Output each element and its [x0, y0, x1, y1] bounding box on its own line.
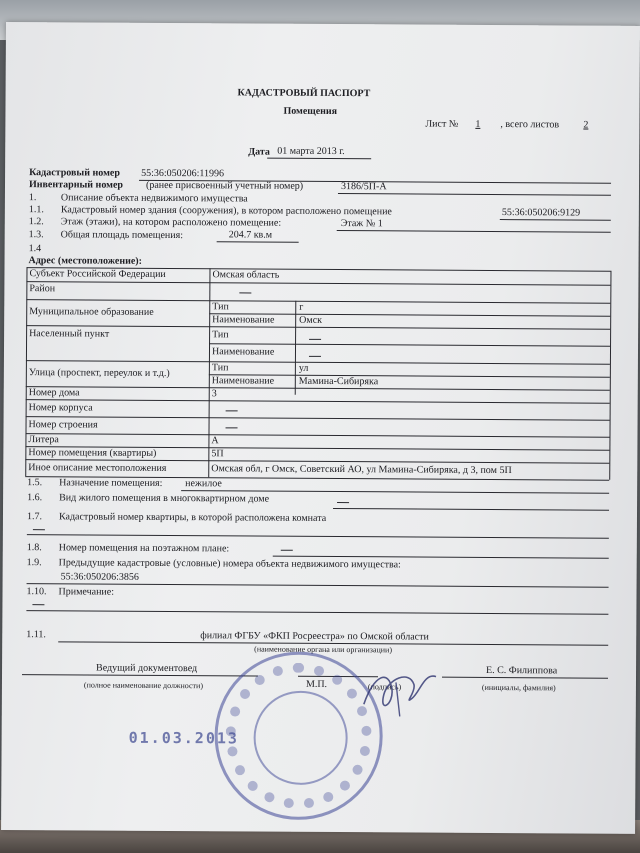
cell-label: Наименование [211, 346, 275, 358]
cell-label: Населенный пункт [29, 328, 110, 340]
signer-position: Ведущий документовед [96, 662, 198, 675]
rule [25, 433, 609, 438]
rule [26, 281, 610, 286]
cell-label: Тип [211, 362, 229, 374]
item-number: 1.1. [28, 204, 44, 216]
cell-label: Наименование [211, 375, 275, 387]
rule [333, 508, 609, 511]
cell-value: Омская область [212, 269, 280, 281]
cell-label: Номер дома [28, 387, 80, 399]
cell-value: г [299, 301, 304, 313]
name-caption: (инициалы, фамилия) [481, 682, 556, 693]
cell-label: Номер помещения (квартиры) [28, 447, 157, 459]
item-number: 1.6. [27, 492, 43, 504]
cell-value: Омск [299, 314, 323, 326]
item-label: Кадастровый номер здания (сооружения), в котором расположено помещение [60, 204, 392, 218]
rule [338, 193, 611, 196]
area-value: 204.7 кв.м [228, 229, 273, 241]
empty-dash [226, 410, 238, 411]
signature-caption: (подпись) [367, 682, 402, 692]
rule [26, 610, 608, 615]
item-label: Назначение помещения: [59, 477, 163, 489]
cell-label: Номер корпуса [28, 402, 93, 414]
item-number: 1.11. [26, 629, 46, 641]
cell-label: Номер строения [28, 419, 98, 431]
item-number: 1.8. [26, 542, 42, 554]
item-number: 1.9. [26, 557, 42, 569]
item-number: 1.2. [28, 216, 44, 228]
cad-number-label: Кадастровый номер [29, 167, 120, 179]
cell-label: Улица (проспект, переулок и т.д.) [28, 367, 170, 380]
empty-dash [337, 502, 349, 503]
document-page [1, 22, 640, 834]
inv-number-value: 3186/5П-А [340, 181, 387, 193]
empty-dash [226, 427, 238, 428]
rule [26, 360, 610, 365]
empty-dash [309, 356, 321, 357]
organization-caption: (наименование органа или организации) [254, 644, 393, 655]
cad-number-value: 55:36:050206:11996 [141, 167, 225, 180]
doc-subtitle: Помещения [283, 105, 338, 118]
floor-value: Этаж № 1 [340, 218, 383, 230]
cell-label: Субъект Российской Федерации [29, 268, 166, 280]
empty-dash [32, 604, 44, 605]
date-value: 01 марта 2013 г. [277, 145, 345, 158]
empty-dash [33, 529, 45, 530]
item-label: Предыдущие кадастровые (условные) номера объекта недвижимого имущества: [58, 557, 401, 571]
cell-value: ул [298, 362, 309, 374]
doc-title: КАДАСТРОВЫЙ ПАСПОРТ [237, 87, 371, 100]
rule [26, 416, 610, 421]
signer-name: Е. С. Филиппова [486, 664, 558, 677]
cell-value: 3 [211, 388, 217, 400]
item-label: Описание объекта недвижимого имущества [60, 192, 248, 205]
rule [26, 299, 610, 304]
inv-number-label: Инвентарный номер [28, 179, 123, 191]
empty-dash [281, 550, 293, 551]
sheet-label: Лист № [425, 118, 459, 130]
rule [217, 241, 299, 243]
empty-dash [309, 339, 321, 340]
rule [500, 219, 611, 221]
item-number: 1.7. [26, 511, 43, 523]
handwritten-signature [354, 664, 444, 725]
empty-dash [239, 292, 251, 293]
item-number: 1.3. [28, 229, 44, 241]
cell-value: Омская обл, г Омск, Советский АО, ул Мамина-Сибиряка, д 3, пом 5П [211, 463, 512, 477]
item-label: Этаж (этажи), на котором расположено помещение: [60, 216, 282, 229]
cell-label: Наименование [212, 314, 275, 326]
date-stamp: 01.03.2013 [128, 728, 239, 748]
position-caption: (полное наименование должности) [83, 680, 204, 691]
item-label: Номер помещения на поэтажном плане: [58, 542, 230, 555]
cell-label: Район [29, 283, 56, 295]
rule [295, 301, 297, 395]
address-label: Адрес (местоположение): [28, 255, 143, 267]
date-label: Дата [248, 146, 270, 158]
rule [22, 674, 258, 676]
cell-value: Мамина-Сибиряка [298, 375, 379, 388]
cell-value: А [211, 435, 219, 447]
sheet-number: 1 [475, 118, 481, 130]
cell-label: Иное описание местоположения [28, 462, 167, 474]
organization-name: филиал ФГБУ «ФКП Росреестра» по Омской области [200, 630, 429, 643]
rule [27, 534, 609, 539]
inv-number-note: (ранее присвоенный учетный номер) [145, 179, 304, 192]
date-underline [267, 158, 371, 160]
item-label: Вид жилого помещения в многоквартирном доме [59, 492, 270, 505]
building-cad-number: 55:36:050206:9129 [501, 207, 581, 219]
rule [26, 399, 610, 404]
cell-label: Тип [212, 329, 229, 341]
item-number: 1.5. [27, 477, 43, 489]
item-label: Кадастровый номер квартиры, в которой расположена комната [58, 511, 327, 524]
rule [337, 230, 611, 233]
item-number: 1.10. [26, 586, 47, 598]
item-number: 1.4 [28, 243, 42, 255]
item-label: Общая площадь помещения: [60, 229, 184, 242]
cell-label: Муниципальное образование [29, 306, 154, 318]
seal-place-label: М.П. [305, 678, 328, 690]
purpose-value: нежилое [185, 478, 222, 490]
item-number: 1. [28, 192, 37, 204]
previous-cad-number: 55:36:050206:3856 [60, 571, 139, 583]
cell-value: 5П [211, 448, 224, 460]
cell-label: Тип [212, 301, 229, 313]
item-label: Примечание: [58, 586, 115, 598]
total-sheets: 2 [583, 119, 589, 131]
total-sheets-label: , всего листов [500, 119, 560, 131]
cell-label: Литера [28, 434, 59, 446]
